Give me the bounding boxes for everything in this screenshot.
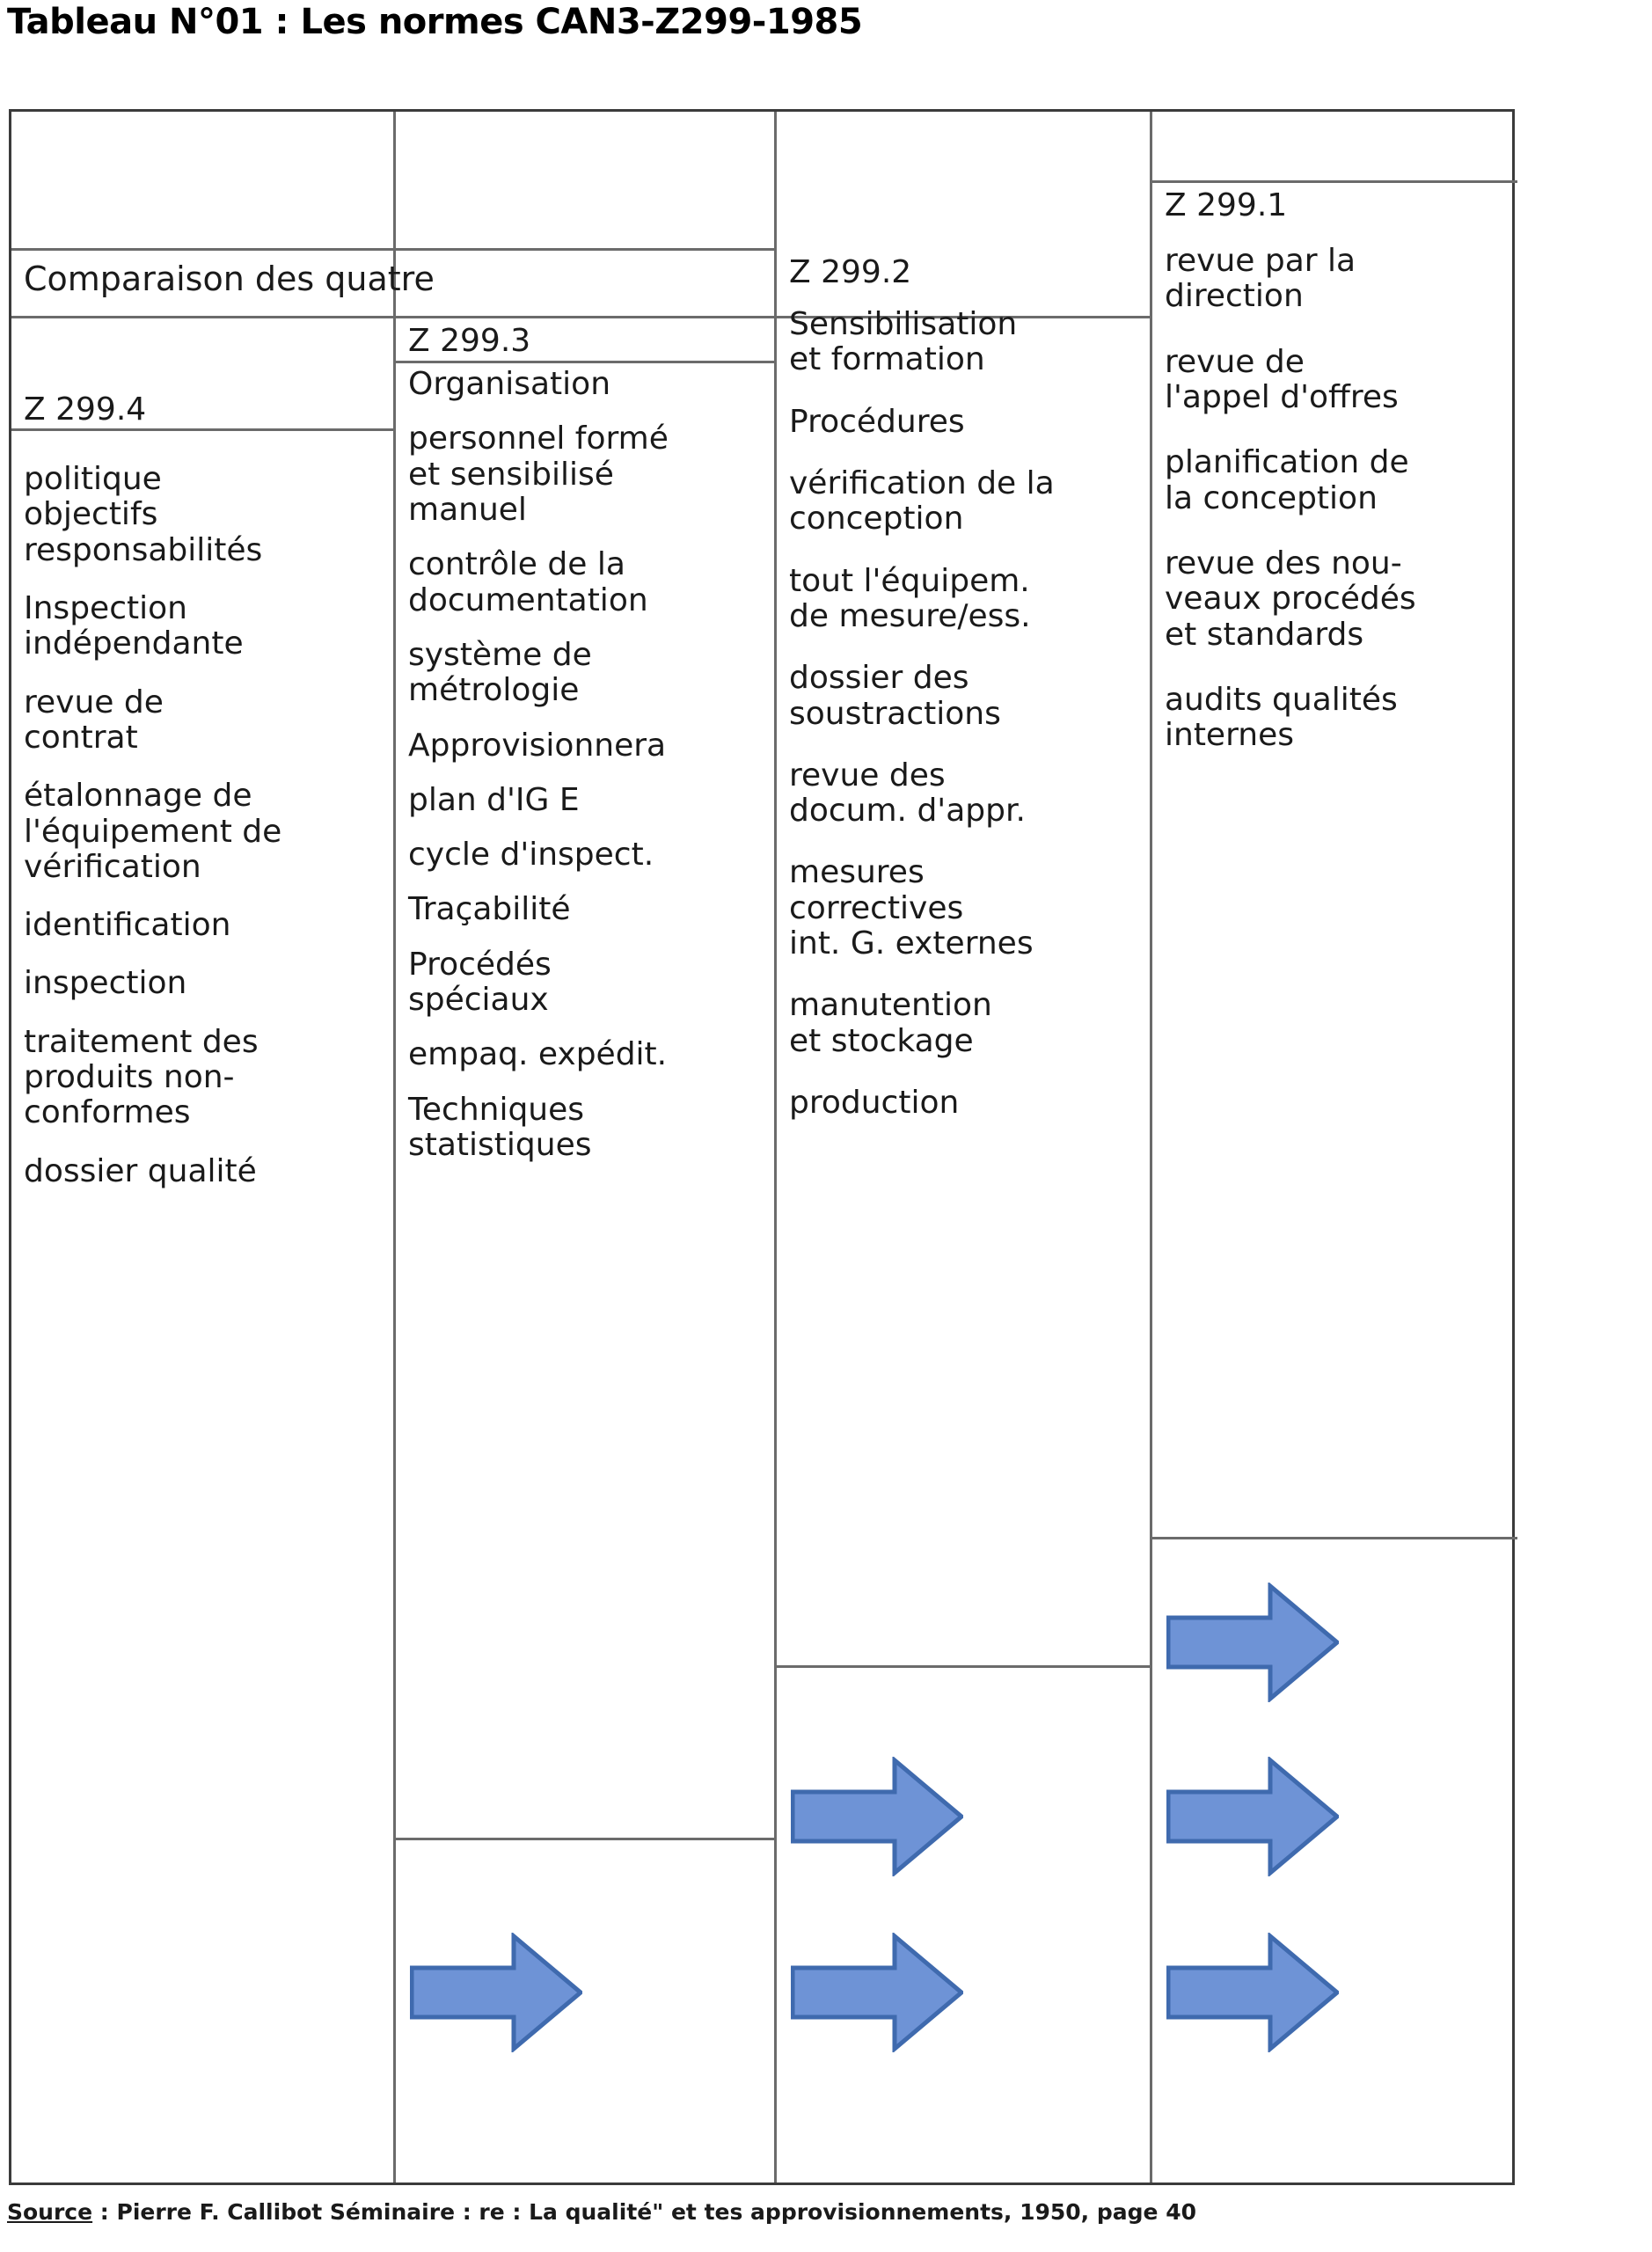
entry-line: contrôle de la: [408, 546, 625, 583]
entry-line: correctives: [789, 889, 964, 926]
source-text: : Pierre F. Callibot Séminaire : re : La qualité" et tes approvisionnements, 1950, page 40: [92, 2199, 1196, 2225]
column-header-z299-4: Z 299.4: [24, 391, 147, 428]
entry-line: et standards: [1165, 616, 1364, 653]
entry-line: spéciaux: [408, 982, 549, 1019]
entry: [789, 988, 1143, 1059]
column-body-z299-3: [408, 367, 767, 1182]
entry-line: docum. d'appr.: [789, 793, 1026, 830]
entry-line: l'appel d'offres: [1165, 378, 1399, 415]
entry: [408, 1037, 767, 1072]
entry-line: produits non-: [24, 1059, 235, 1096]
entry: [789, 307, 1143, 378]
entry-line: Sensibilisation: [789, 306, 1018, 342]
entry: [408, 728, 767, 764]
entry-line: manuel: [408, 491, 527, 528]
entry: [24, 1154, 386, 1189]
entry-line: revue de: [1165, 343, 1305, 380]
entry-line: Techniques: [408, 1091, 585, 1128]
entry-line: Inspection: [24, 589, 187, 626]
entry: [408, 638, 767, 709]
entry-line: dossier des: [789, 660, 969, 697]
flow-arrow-icon: [1166, 1933, 1339, 2052]
entry-line: et formation: [789, 341, 985, 378]
entry: [1165, 683, 1505, 754]
column-header-z299-3: Z 299.3: [408, 323, 531, 359]
entry: [408, 783, 767, 818]
entry-line: dossier qualité: [24, 1152, 257, 1189]
entry-line: étalonnage de: [24, 778, 252, 815]
column-body-z299-4: [24, 462, 386, 1212]
flow-arrow-icon: [410, 1933, 582, 2052]
entry-line: cycle d'inspect.: [408, 837, 654, 874]
column-z299-4: [11, 112, 393, 2183]
flow-arrow-icon: [1166, 1757, 1339, 1876]
entry-line: Organisation: [408, 366, 611, 402]
entry: [789, 466, 1143, 537]
entry-line: et sensibilisé: [408, 456, 614, 493]
entry-line: veaux procédés: [1165, 581, 1416, 618]
entry-line: manutention: [789, 987, 992, 1024]
entry: [24, 779, 386, 885]
entry: [1165, 244, 1505, 315]
entry: [789, 855, 1143, 961]
entry: [24, 591, 386, 662]
entry-line: Procédures: [789, 403, 965, 440]
entry-line: soustractions: [789, 695, 1001, 732]
source-caption: [7, 2199, 1196, 2225]
entry-line: tout l'équipem.: [789, 562, 1030, 599]
entry: [408, 367, 767, 402]
flow-arrow-icon: [1166, 1583, 1339, 1702]
entry: [408, 421, 767, 528]
entry: [408, 1093, 767, 1164]
entry-line: Traçabilité: [408, 891, 571, 928]
source-label: Source: [7, 2199, 93, 2225]
entry: [789, 564, 1143, 635]
entry-line: objectifs: [24, 496, 158, 533]
entry-line: personnel formé: [408, 420, 669, 457]
entry: [789, 405, 1143, 440]
column-header-z299-1: Z 299.1: [1165, 187, 1288, 223]
entry-line: plan d'IG E: [408, 781, 580, 818]
entry: [24, 966, 386, 1001]
entry-line: production: [789, 1085, 960, 1121]
entry-line: revue des nou-: [1165, 545, 1402, 581]
entry-line: internes: [1165, 717, 1294, 754]
flow-arrow-icon: [791, 1757, 963, 1876]
entry: [24, 908, 386, 943]
entry-line: contrat: [24, 719, 138, 756]
page-title: Tableau N°01 : Les normes CAN3-Z299-1985: [7, 2, 863, 42]
entry-line: indépendante: [24, 625, 244, 662]
entry: [408, 892, 767, 927]
entry-line: direction: [1165, 278, 1304, 315]
entry-line: traitement des: [24, 1023, 259, 1060]
entry: [789, 661, 1143, 732]
entry-line: conformes: [24, 1094, 191, 1131]
entry-line: revue par la: [1165, 243, 1356, 279]
entry-line: conception: [789, 501, 964, 537]
column-body-z299-1: [1165, 244, 1505, 783]
entry-line: mesures: [789, 854, 925, 891]
entry-line: Approvisionnera: [408, 727, 667, 764]
entry-line: et stockage: [789, 1022, 974, 1059]
entry-line: la conception: [1165, 479, 1378, 516]
entry: [1165, 345, 1505, 416]
entry-line: Procédés: [408, 946, 552, 983]
entry-line: vérification: [24, 848, 201, 885]
entry-line: système de: [408, 636, 592, 673]
entry: [24, 685, 386, 757]
table-banner: Comparaison des quatre: [24, 260, 435, 298]
column-header-z299-2: Z 299.2: [789, 254, 912, 290]
entry: [24, 1025, 386, 1131]
entry-line: responsabilités: [24, 531, 263, 568]
column-body-z299-2: [789, 307, 1143, 1147]
entry-line: int. G. externes: [789, 925, 1034, 962]
entry-line: de mesure/ess.: [789, 597, 1031, 634]
column-z299-3: [396, 112, 774, 2183]
entry: [408, 837, 767, 873]
entry: [408, 547, 767, 618]
entry: [789, 1086, 1143, 1121]
entry-line: documentation: [408, 581, 648, 618]
entry-line: statistiques: [408, 1127, 592, 1163]
entry: [24, 462, 386, 568]
entry-line: métrologie: [408, 672, 580, 709]
entry-line: revue des: [789, 757, 946, 793]
entry: [408, 947, 767, 1019]
entry-line: revue de: [24, 684, 164, 720]
entry: [789, 758, 1143, 830]
flow-arrow-icon: [791, 1933, 963, 2052]
entry-line: audits qualités: [1165, 681, 1398, 718]
entry-line: l'équipement de: [24, 813, 282, 850]
entry-line: identification: [24, 907, 231, 944]
entry-line: planification de: [1165, 444, 1409, 481]
comparison-table: [9, 109, 1515, 2185]
entry-line: inspection: [24, 965, 187, 1002]
entry-line: empaq. expédit.: [408, 1036, 668, 1073]
entry: [1165, 445, 1505, 516]
entry-line: vérification de la: [789, 464, 1055, 501]
entry-line: politique: [24, 461, 162, 497]
entry: [1165, 546, 1505, 653]
